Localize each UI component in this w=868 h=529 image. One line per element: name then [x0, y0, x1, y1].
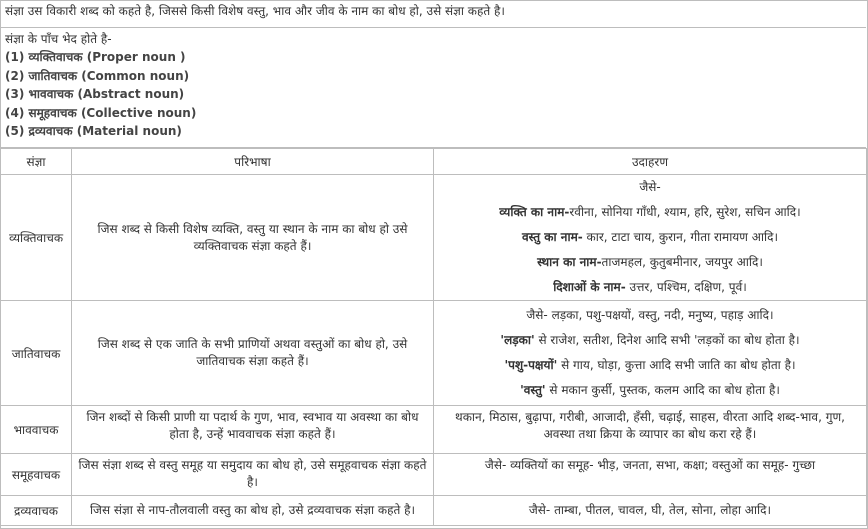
- example-line: 'लड़का' से राजेश, सतीश, दिनेश आदि सभी 'लड़कों का बोध होता है।: [500, 333, 800, 347]
- type-item-proper: (1) व्यक्तिवाचक (Proper noun ): [5, 50, 186, 64]
- example-line: थकान, मिठास, बुढ़ापा, गरीबी, आजादी, हँसी, चढ़ाई, साहस, वीरता आदि शब्द-भाव, गुण, अवस्था तथा क्रिया के व्यापार का बोध करा रहे हैं।: [455, 410, 845, 441]
- row-noun-name: व्यक्तिवाचक: [1, 175, 72, 301]
- table-row: [1, 301, 867, 406]
- example-line: स्थान का नाम-ताजमहल, कुतुबमीनार, जयपुर आदि।: [537, 255, 763, 269]
- header-noun: संज्ञा: [1, 149, 72, 175]
- row-definition: जिन शब्दों से किसी प्राणी या पदार्थ के गुण, भाव, स्वभाव या अवस्था का बोध होता है, उन्हें भाववाचक संज्ञा कहते हैं।: [72, 406, 434, 454]
- types-heading: संज्ञा के पाँच भेद होते है-: [5, 32, 112, 46]
- example-line: जैसे-: [639, 180, 661, 194]
- row-noun-name: समूहवाचक: [1, 454, 72, 496]
- example-line: दिशाओं के नाम- उत्तर, पश्चिम, दक्षिण, पूर्व।: [553, 280, 747, 294]
- table-row: [1, 175, 867, 301]
- row-definition: जिस शब्द से किसी विशेष व्यक्ति, वस्तु या स्थान के नाम का बोध हो उसे व्यक्तिवाचक संज्ञा कहते हैं।: [72, 175, 434, 301]
- header-examples: उदाहरण: [434, 149, 867, 175]
- row-examples: [434, 454, 867, 496]
- intro-text: संज्ञा उस विकारी शब्द को कहते है, जिससे किसी विशेष वस्तु, भाव और जीव के नाम का बोध हो, उसे संज्ञा कहते है।: [5, 4, 505, 18]
- type-item-common: (2) जातिवाचक (Common noun): [5, 68, 190, 83]
- example-line: जैसे- लड़का, पशु-पक्षयों, वस्तु, नदी, मनुष्य, पहाड़ आदि।: [526, 308, 774, 322]
- example-line: 'पशु-पक्षयों' से गाय, घोड़ा, कुत्ता आदि सभी जाति का बोध होता है।: [504, 358, 796, 372]
- row-examples: [434, 175, 867, 301]
- row-noun-name: द्रव्यवाचक: [1, 496, 72, 526]
- type-item-material: (5) द्रव्यवाचक (Material noun): [5, 124, 182, 138]
- intro-definition: [0, 0, 866, 28]
- row-noun-name: भाववाचक: [1, 406, 72, 454]
- example-line: जैसे- व्यक्तियों का समूह- भीड़, जनता, सभा, कक्षा; वस्तुओं का समूह- गुच्छा: [484, 458, 816, 472]
- row-examples: [434, 496, 867, 526]
- example-line: वस्तु का नाम- कार, टाटा चाय, कुरान, गीता रामायण आदि।: [521, 230, 779, 244]
- example-line: जैसे- ताम्बा, पीतल, चावल, घी, तेल, सोना, लोहा आदि।: [528, 503, 772, 517]
- row-definition: जिस शब्द से एक जाति के सभी प्राणियों अथवा वस्तुओं का बोध हो, उसे जातिवाचक संज्ञा कहते हैं।: [72, 301, 434, 406]
- type-item-collective: (4) समूहवाचक (Collective noun): [5, 105, 197, 120]
- type-item-abstract: (3) भाववाचक (Abstract noun): [5, 87, 185, 101]
- noun-types-table: [0, 148, 867, 526]
- noun-types-block: [0, 28, 866, 148]
- example-line: 'वस्तु' से मकान कुर्सी, पुस्तक, कलम आदि का बोध होता है।: [520, 383, 780, 397]
- row-definition: जिस संज्ञा शब्द से वस्तु समूह या समुदाय का बोध हो, उसे समूहवाचक संज्ञा कहते है।: [72, 454, 434, 496]
- table-row: [1, 496, 867, 526]
- example-line: व्यक्ति का नाम-रवीना, सोनिया गाँधी, श्याम, हरि, सुरेश, सचिन आदि।: [499, 205, 801, 219]
- row-noun-name: जातिवाचक: [1, 301, 72, 406]
- table-row: [1, 454, 867, 496]
- row-definition: जिस संज्ञा से नाप-तौलवाली वस्तु का बोध हो, उसे द्रव्यवाचक संज्ञा कहते है।: [72, 496, 434, 526]
- header-definition: परिभाषा: [72, 149, 434, 175]
- row-examples: [434, 301, 867, 406]
- table-header-row: [1, 149, 867, 175]
- row-examples: [434, 406, 867, 454]
- table-row: [1, 406, 867, 454]
